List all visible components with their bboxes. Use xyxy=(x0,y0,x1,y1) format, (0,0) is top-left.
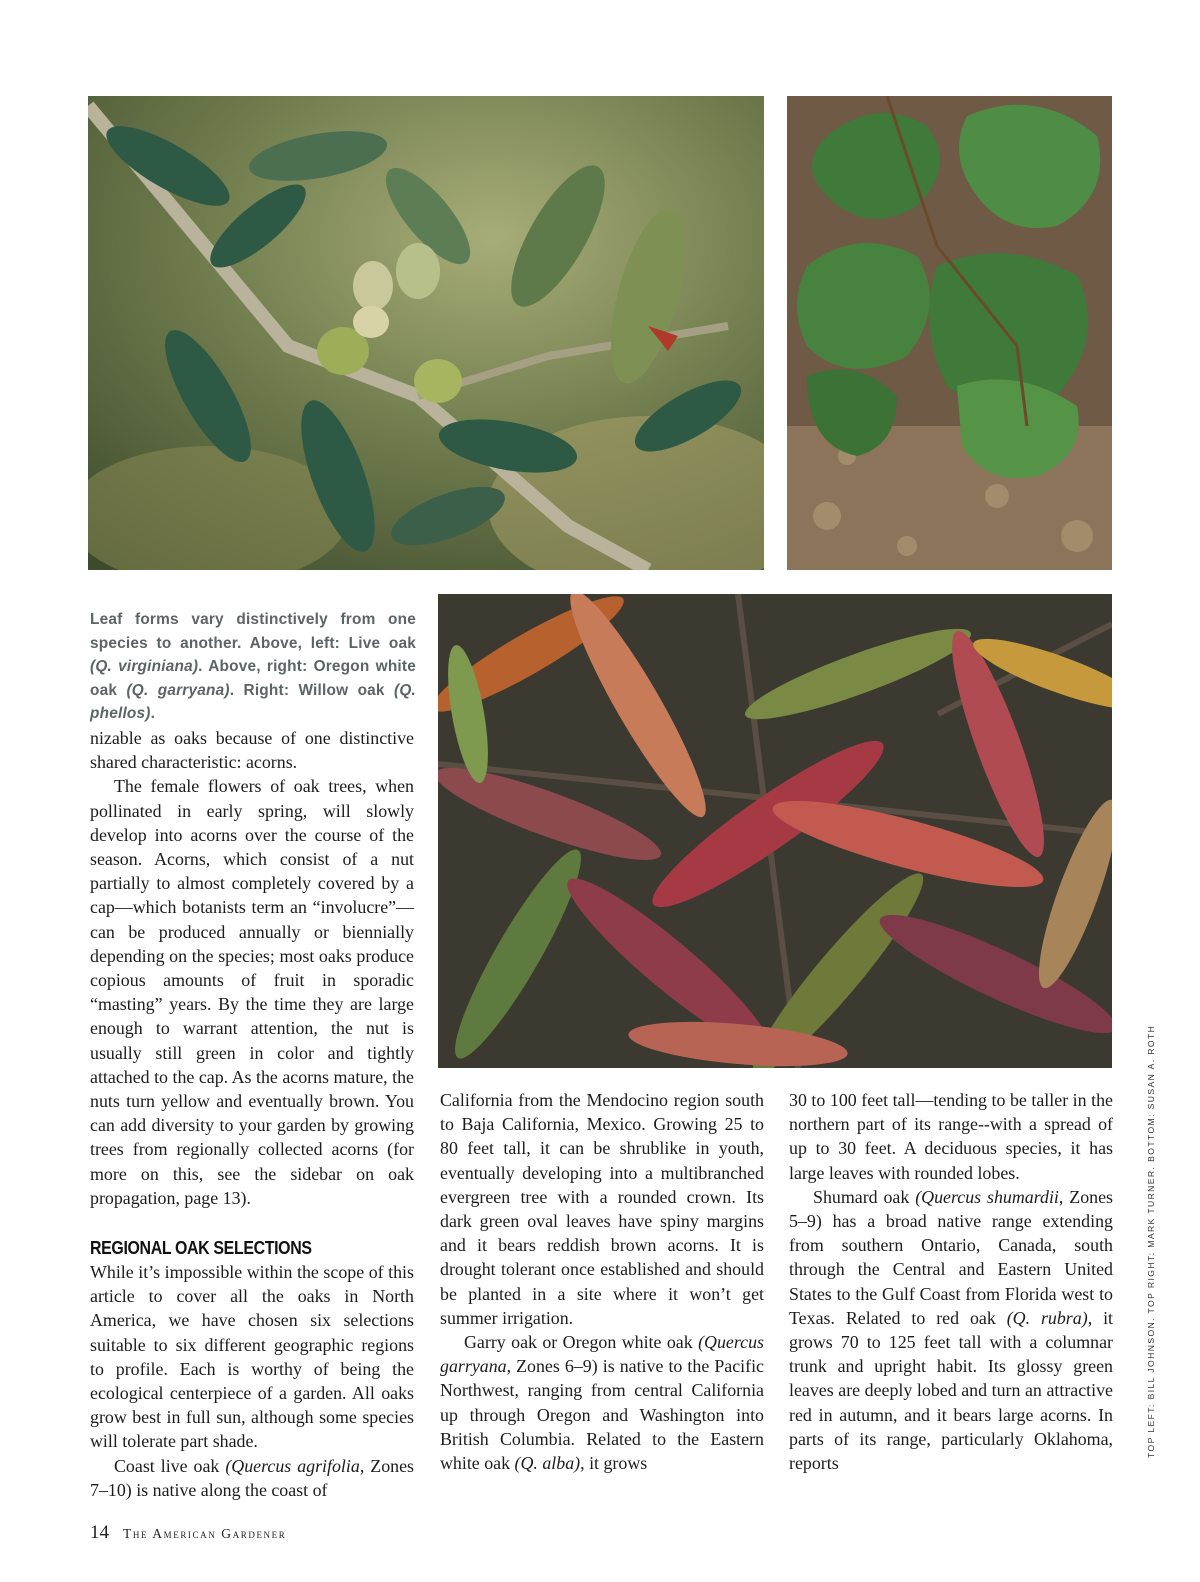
willow-oak-photo xyxy=(438,594,1112,1068)
photo-credits: TOP LEFT: BILL JOHNSON. TOP RIGHT: MARK TURNER. BOTTOM: SUSAN A. ROTH xyxy=(1146,1024,1156,1458)
live-oak-photo xyxy=(88,96,764,570)
article-paragraph: Coast live oak (Quercus agrifolia, Zones 7–10) is native along the coast of xyxy=(90,1455,414,1500)
article-column-2 xyxy=(440,1088,764,1475)
section-heading: REGIONAL OAK SELECTIONS xyxy=(90,1237,312,1259)
page-number: 14 xyxy=(90,1522,109,1543)
oregon-white-oak-photo xyxy=(787,96,1112,570)
page-footer xyxy=(90,1522,286,1542)
article-paragraph: Shumard oak (Quercus shumardii, Zones 5–9) has a broad native range extending from southern Ontario, Canada, south through the Central and Eastern United States to the Gulf Coast from Florida west to Texas. Related to red oak (Q. rubra), it grows 70 to 125 feet tall with a columnar trunk and upright habit. Its glossy green leaves are deeply lobed and turn an attractive red in autumn, and it bears large acorns. In parts of its range, particularly Oklahoma, reports xyxy=(789,1186,1114,1474)
article-paragraph: The female flowers of oak trees, when pollinated in early spring, will slowly develop into acorns over the course of the season. Acorns, which consist of a nut partially to almost completely covered by a cap—which botanists term an “involucre”—can be produced annually or biennially depending on the species; most oaks produce copious amounts of fruit in sporadic “masting” years. By the time they are large enough to warrant attention, the nut is usually still green in color and tightly attached to the cap. As the acorns mature, the nuts turn yellow and eventually brown. You can add diversity to your garden by growing trees from regionally collected acorns (for more on this, see the sidebar on oak propagation, page 13). xyxy=(90,776,414,1208)
photo-caption: Leaf forms vary distinctively from one species to another. Above, left: Live oak (Q. virginiana). Above, right: Oregon white oak (Q. garryana). Right: Willow oak (Q. phellos). xyxy=(90,611,416,722)
magazine-name: The American Gardener xyxy=(123,1526,287,1541)
article-paragraph: Garry oak or Oregon white oak (Quercus garryana, Zones 6–9) is native to the Pacific Northwest, ranging from central California up through Oregon and Washington into British Columbia. Related to the Eastern white oak (Q. alba), it grows xyxy=(440,1332,764,1474)
article-paragraph: 30 to 100 feet tall—tending to be taller in the northern part of its range--with a spread of up to 30 feet. A deciduous species, it has large leaves with rounded lobes. xyxy=(789,1090,1113,1183)
article-paragraph: nizable as oaks because of one distinctive shared characteristic: acorns. xyxy=(90,728,414,773)
article-column-3 xyxy=(789,1088,1113,1475)
article-column-1 xyxy=(90,726,414,1502)
article-paragraph: California from the Mendocino region south to Baja California, Mexico. Growing 25 to 80 feet tall, it can be shrublike in youth, eventually developing into a multibranched evergreen tree with a rounded crown. Its dark green oval leaves have spiny margins and it bears reddish brown acorns. It is drought tolerant once established and should be planted in a site where it won’t get summer irrigation. xyxy=(440,1090,764,1328)
article-paragraph: While it’s impossible within the scope of this article to cover all the oaks in North America, we have chosen six selections suitable to six different geographic regions to profile. Each is worthy of being the ecological centerpiece of a garden. All oaks grow best in full sun, although some species will tolerate part shade. xyxy=(90,1262,414,1452)
